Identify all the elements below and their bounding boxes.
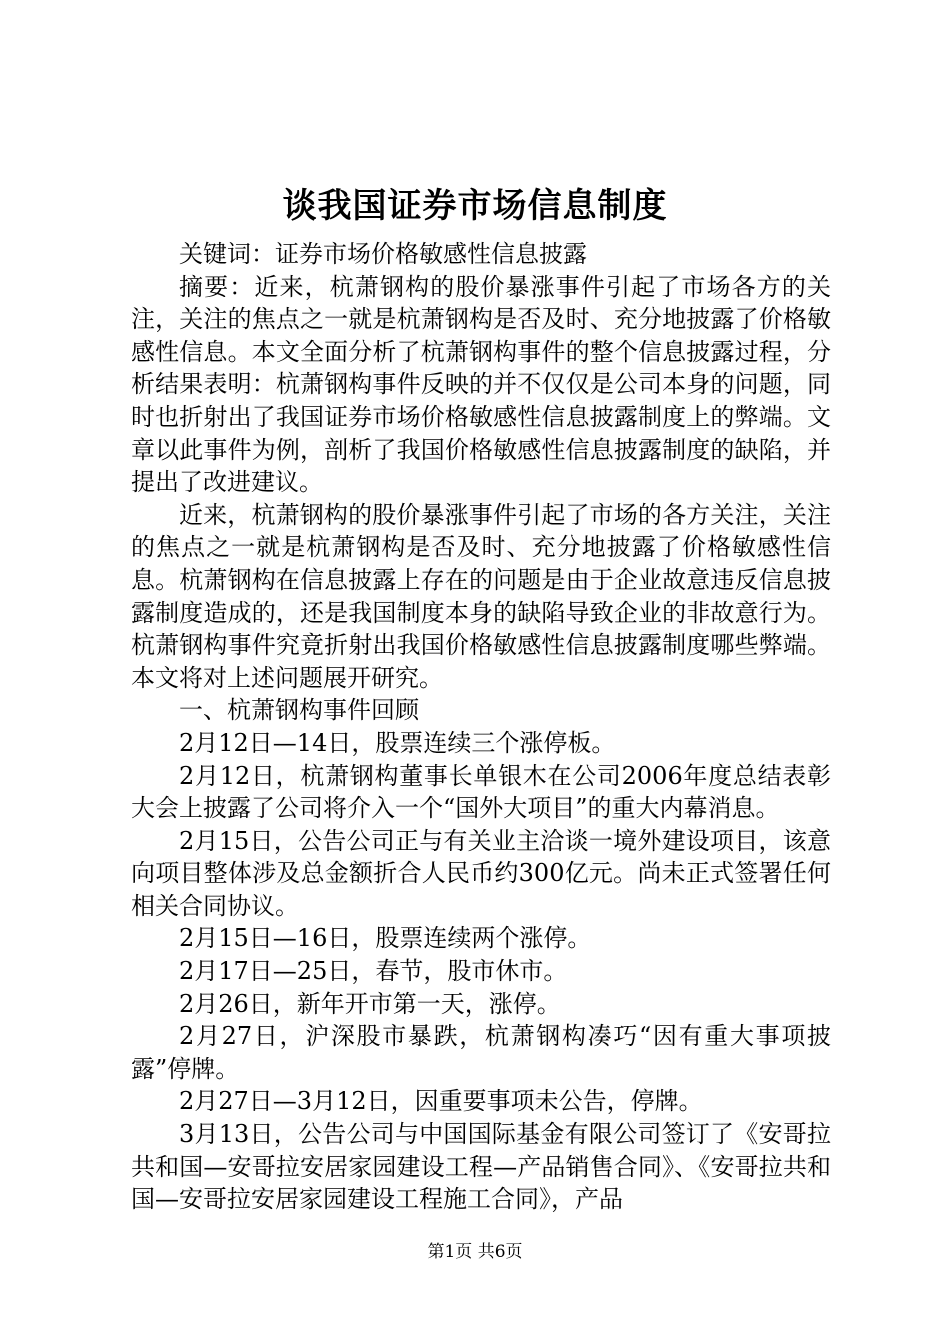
- section-heading: 一、杭萧钢构事件回顾: [179, 696, 419, 725]
- document-title: 谈我国证券市场信息制度: [282, 186, 668, 226]
- intro-paragraph: 近来，杭萧钢构的股价暴涨事件引起了市场的各方关注，关注的焦点之一就是杭萧钢构是否及时、充分地披露了价格敏感性信息。杭萧钢构在信息披露上存在的问题是由于企业故意违反信息披露制度造成的，还是我国制度本身的缺陷导致企业的非故意行为。杭萧钢构事件究竟折射出我国价格敏感性信息披露制度哪些弊端。本文将对上述问题展开研究。: [131, 500, 831, 692]
- timeline-paragraph: 2月12日—14日，股票连续三个涨停板。: [179, 728, 616, 757]
- document-body: [131, 238, 831, 1216]
- timeline-paragraph: 2月15日，公告公司正与有关业主洽谈一境外建设项目，该意向项目整体涉及总金额折合人民币约300亿元。尚未正式签署任何相关合同协议。: [131, 826, 831, 920]
- timeline-paragraph: 2月27日，沪深股市暴跌，杭萧钢构凑巧“因有重大事项披露”停牌。: [131, 1022, 831, 1083]
- page-footer: 第1页 共6页: [427, 1242, 523, 1262]
- timeline-paragraph: 2月27日—3月12日，因重要事项未公告，停牌。: [179, 1087, 703, 1116]
- timeline-paragraph: 2月12日，杭萧钢构董事长单银木在公司2006年度总结表彰大会上披露了公司将介入一个“国外大项目”的重大内幕消息。: [131, 761, 831, 823]
- abstract-paragraph: 摘要：近来，杭萧钢构的股价暴涨事件引起了市场各方的关注，关注的焦点之一就是杭萧钢构是否及时、充分地披露了价格敏感性信息。本文全面分析了杭萧钢构事件的整个信息披露过程，分析结果表明：杭萧钢构事件反映的并不仅仅是公司本身的问题，同时也折射出了我国证券市场价格敏感性信息披露制度上的弊端。文章以此事件为例，剖析了我国价格敏感性信息披露制度的缺陷，并提出了改进建议。: [131, 272, 831, 497]
- timeline-paragraph: 3月13日，公告公司与中国国际基金有限公司签订了《安哥拉共和国—安哥拉安居家园建设工程—产品销售合同》、《安哥拉共和国—安哥拉安居家园建设工程施工合同》，产品: [131, 1120, 831, 1214]
- keywords-paragraph: 关键词：证券市场价格敏感性信息披露: [179, 240, 587, 268]
- timeline-paragraph: 2月15日—16日，股票连续两个涨停。: [179, 924, 592, 953]
- timeline-paragraph: 2月17日—25日，春节，股市休市。: [179, 957, 568, 986]
- timeline-paragraph: 2月26日，新年开市第一天，涨停。: [179, 989, 561, 1018]
